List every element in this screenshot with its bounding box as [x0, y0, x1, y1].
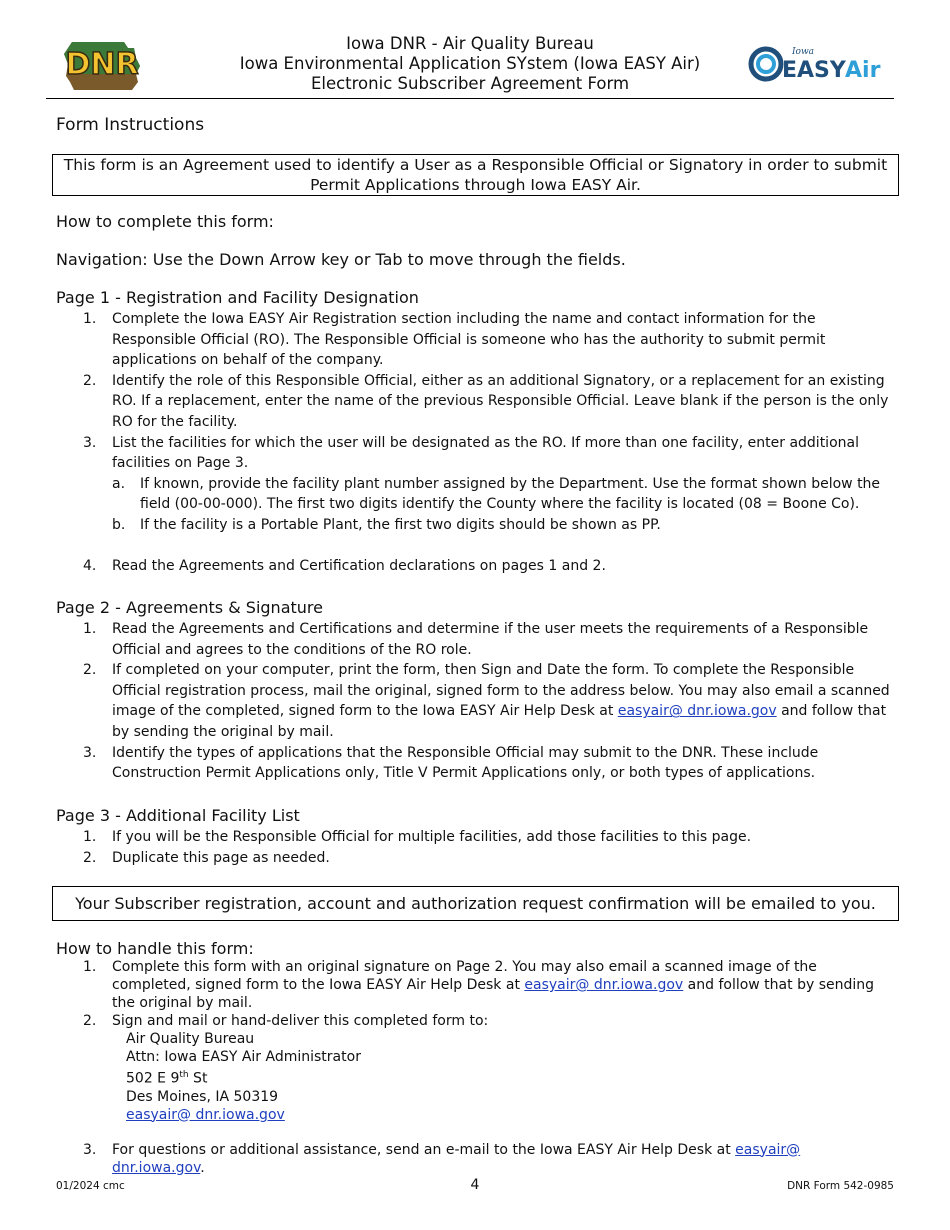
page1-sublist [112, 474, 896, 536]
page2-section-title: Page 2 - Agreements & Signature [56, 598, 323, 617]
address-email-link[interactable]: easyair@ dnr.iowa.gov [126, 1106, 285, 1123]
list-item: 2. If completed on your computer, print the form, then Sign and Date the form. To complete the Responsible Official registration process, mail the original, signed form to the address below. You may also email a scanned image of the completed, signed form to the Iowa EASY Air Help Desk at easyair@ dnr.iowa.gov and follow that by sending the original by mail. [83, 662, 890, 740]
list-item: 1. Read the Agreements and Certifications and determine if the user meets the requirements of a Responsible Official and agrees to the conditions of the RO role. [83, 621, 869, 658]
handle-section-title: How to handle this form: [56, 939, 254, 958]
svg-text:Air: Air [845, 58, 881, 83]
list-item: 3. For questions or additional assistance, send an e-mail to the Iowa EASY Air Help Desk at easyair@ dnr.iowa.gov. [83, 1141, 801, 1176]
page2-list [56, 619, 896, 784]
navigation-note: Navigation: Use the Down Arrow key or Tab to move through the fields. [56, 250, 626, 269]
address-line: Air Quality Bureau [126, 1031, 255, 1047]
list-item: 3. Identify the types of applications that the Responsible Official may submit to the DNR. These include Construction Permit Applications only, Title V Permit Applications only, or both types of applications. [83, 744, 819, 782]
svg-text:EASY: EASY [782, 58, 846, 83]
mailing-address [112, 1030, 896, 1124]
header-title-line2: Iowa Environmental Application SYstem (Iowa EASY Air) [239, 54, 701, 73]
page1-section-title: Page 1 - Registration and Facility Designation [56, 288, 419, 307]
confirmation-box [52, 886, 899, 921]
header-title-line1: Iowa DNR - Air Quality Bureau [346, 34, 594, 53]
svg-text:DNR: DNR [65, 47, 139, 82]
address-line: Des Moines, IA 50319 [126, 1088, 279, 1105]
iowa-easy-air-logo [748, 44, 888, 84]
page-number: 4 [470, 1177, 480, 1193]
list-item: 3. List the facilities for which the user will be designated as the RO. If more than one facility, enter additional facilities on Page 3. a. If known, provide the facility plant number assigned by the Department. Use the format shown below the field (00-00-000). The first two digits identify the County where the facility is located (08 = Boone Co). b. If the facility is a Portable Plant, the first two digits should be shown as PP. [56, 433, 896, 536]
list-item: b. If the facility is a Portable Plant, the first two digits should be shown as PP. [112, 516, 661, 533]
list-item: a. If known, provide the facility plant number assigned by the Department. Use the format shown below the field (00-00-000). The first two digits identify the County where the facility is located (08 = Boone Co). [112, 475, 881, 513]
list-item: 1. Complete the Iowa EASY Air Registration section including the name and contact information for the Responsible Official (RO). The Responsible Official is someone who has the authority to submit permit applications on behalf of the company. [83, 311, 826, 369]
form-number: DNR Form 542-0985 [787, 1180, 894, 1192]
page-header [46, 30, 894, 99]
address-line: Attn: Iowa EASY Air Administrator [126, 1049, 361, 1065]
helpdesk-email-link[interactable]: easyair@ dnr.iowa.gov [112, 1141, 801, 1176]
list-item: 2. Identify the role of this Responsible Official, either as an additional Signatory, or a replacement for an existing RO. If a replacement, enter the name of the previous Responsible Official. Leave blank if the person is the only RO for the facility. [83, 372, 889, 430]
helpdesk-email-link[interactable]: easyair@ dnr.iowa.gov [617, 703, 777, 720]
list-item: 2. Duplicate this page as needed. [83, 849, 330, 866]
page1-list [56, 309, 896, 577]
handle-list [56, 958, 896, 1177]
form-instructions-title: Form Instructions [56, 115, 205, 135]
header-title-line3: Electronic Subscriber Agreement Form [310, 74, 630, 93]
intro-box [52, 154, 899, 196]
list-item: 4. Read the Agreements and Certification declarations on pages 1 and 2. [83, 558, 606, 575]
page3-list [56, 827, 896, 868]
how-to-complete-title: How to complete this form: [56, 212, 274, 231]
svg-text:Iowa: Iowa [792, 47, 815, 57]
confirmation-box-text: Your Subscriber registration, account and authorization request confirmation will be emailed to you. [75, 894, 876, 913]
address-line: 502 E 9th St [126, 1070, 208, 1087]
list-item: 2. Sign and mail or hand-deliver this completed form to: Air Quality Bureau Attn: Iowa EASY Air Administrator 502 E 9th St Des Moines, IA 50319 easyair@ dnr.iowa.gov [56, 1012, 896, 1124]
helpdesk-email-link[interactable]: easyair@ dnr.iowa.gov [524, 977, 684, 993]
intro-box-text: This form is an Agreement used to identify a User as a Responsible Official or Signatory in order to submit Permit Applications through Iowa EASY Air. [63, 156, 888, 194]
list-item: 1. Complete this form with an original signature on Page 2. You may also email a scanned image of the completed, signed form to the Iowa EASY Air Help Desk at easyair@ dnr.iowa.gov and follow that by sending the original by mail. [83, 959, 875, 1011]
footer-revision: 01/2024 cmc [56, 1180, 125, 1192]
list-item: 1. If you will be the Responsible Official for multiple facilities, add those facilities to this page. [83, 829, 752, 845]
page3-section-title: Page 3 - Additional Facility List [56, 806, 300, 825]
